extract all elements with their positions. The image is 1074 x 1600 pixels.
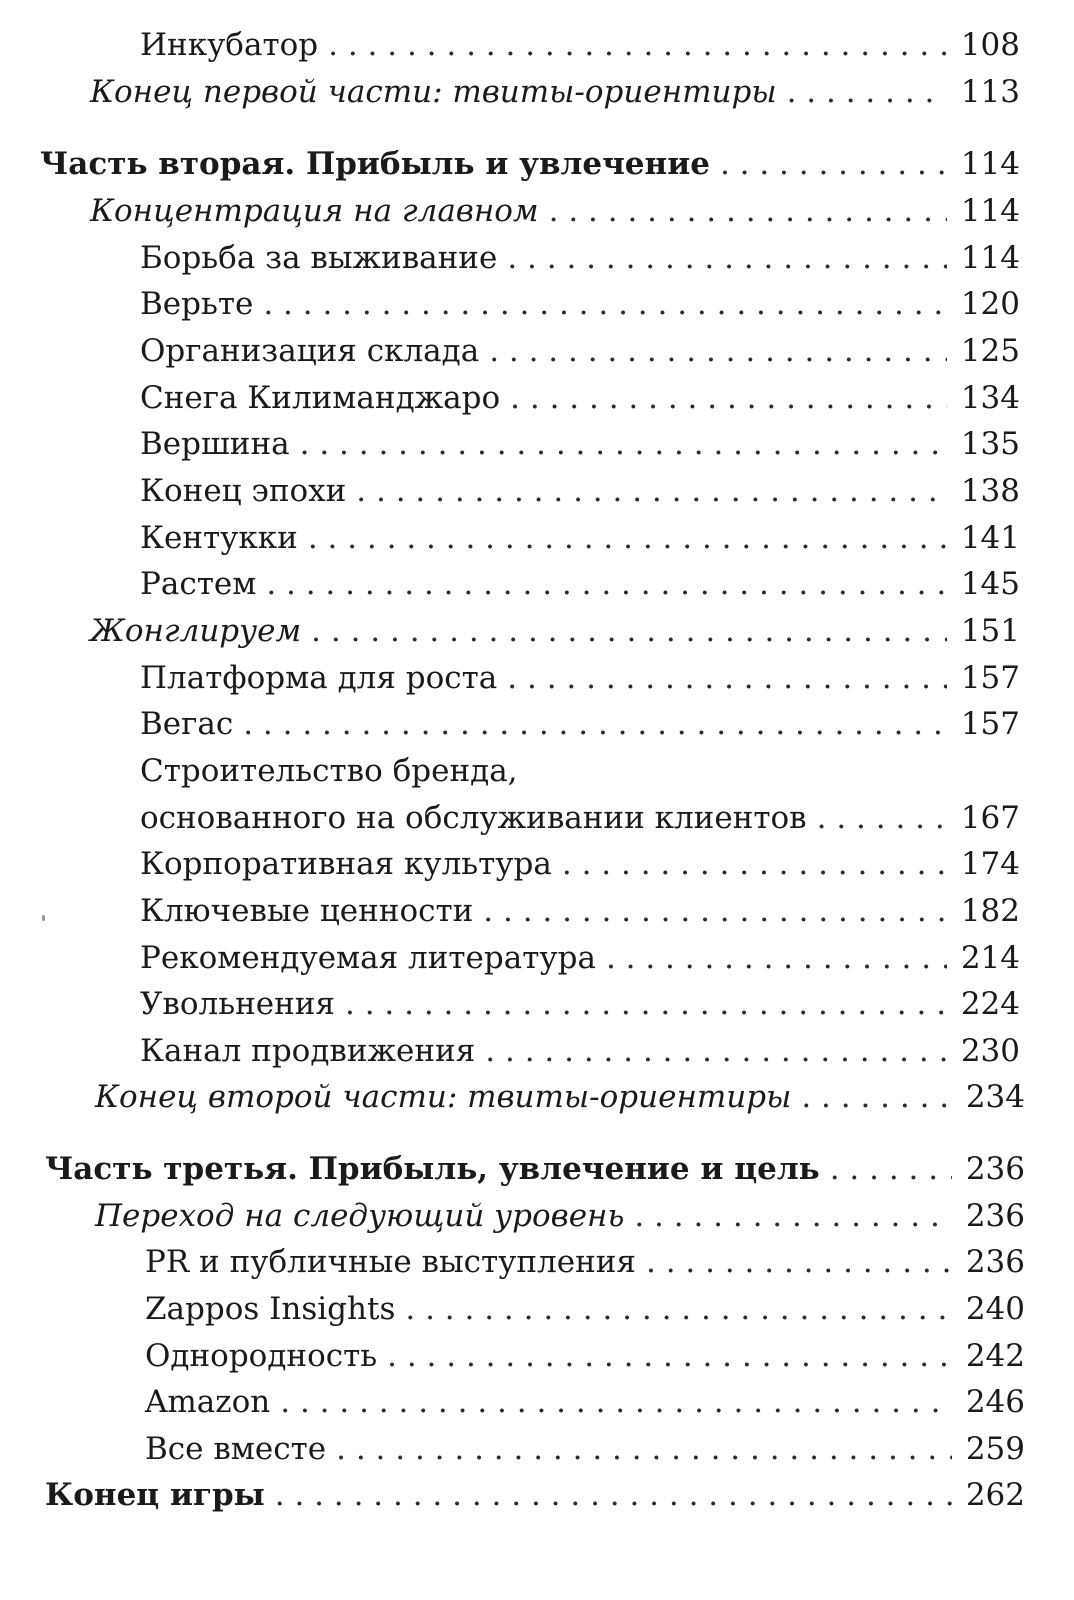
toc-entry (140, 981, 1020, 1027)
toc-entry-page: 151 (960, 613, 1020, 649)
toc-entry-page: 113 (960, 74, 1020, 110)
toc-entry (140, 22, 1020, 68)
toc-entry-title: Корпоративная культура (140, 846, 552, 882)
toc-entry-title: Снега Килиманджаро (140, 380, 501, 416)
toc-entry-title: Канал продвижения (140, 1033, 476, 1069)
toc-entry (140, 468, 1020, 514)
toc-entry-page: 242 (965, 1338, 1025, 1374)
dot-leader (830, 1146, 952, 1192)
toc-entry-title: Часть вторая. Прибыль и увлечение (40, 146, 710, 182)
toc-entry (140, 281, 1020, 327)
toc-entry-page: 114 (960, 240, 1020, 276)
toc-entry (90, 188, 1020, 234)
toc-entry (45, 1472, 1025, 1518)
dot-leader (328, 22, 947, 68)
dot-leader (817, 795, 947, 841)
toc-entry-title: PR и публичные выступления (145, 1244, 636, 1280)
dot-leader (510, 375, 947, 421)
dot-leader (266, 561, 947, 607)
toc-entry-title: Конец второй части: твиты-ориентиры (95, 1079, 792, 1115)
toc-entry-page: 157 (960, 706, 1020, 742)
toc-entry-title: основанного на обслуживании клиентов (140, 800, 807, 836)
toc-entry (95, 1074, 1025, 1120)
dot-leader (606, 935, 947, 981)
toc-entry-title: Часть третья. Прибыль, увлечение и цель (45, 1151, 820, 1187)
dot-leader (275, 1472, 952, 1518)
toc-entry-page: 236 (965, 1151, 1025, 1187)
toc-entry-title: Zappos Insights (145, 1291, 396, 1327)
toc-entry-title: Строительство бренда, (140, 753, 518, 789)
toc-entry-page: 108 (960, 27, 1020, 63)
dot-leader (356, 468, 947, 514)
toc-entry-title: Кентукки (140, 520, 298, 556)
toc-entry (140, 748, 1020, 794)
dot-leader (345, 981, 947, 1027)
toc-entry (140, 1028, 1020, 1074)
toc-entry-title: Однородность (145, 1338, 378, 1374)
toc-entry-title: Amazon (145, 1384, 271, 1420)
toc-entry-page: 236 (965, 1244, 1025, 1280)
toc-entry-title: Ключевые ценности (140, 893, 474, 929)
toc-entry-page: 157 (960, 660, 1020, 696)
dot-leader (405, 1286, 951, 1332)
toc-entry (145, 1426, 1025, 1472)
toc-entry-page: 246 (965, 1384, 1025, 1420)
toc-entry (140, 421, 1020, 467)
toc-entry (140, 328, 1020, 374)
toc-entry (140, 515, 1020, 561)
dot-leader (646, 1239, 952, 1285)
toc-entry (145, 1333, 1025, 1379)
toc-entry (95, 1193, 1025, 1239)
toc-entry (145, 1239, 1025, 1285)
dot-leader (549, 188, 947, 234)
dot-leader (634, 1193, 951, 1239)
toc-entry-page: 134 (960, 380, 1020, 416)
toc-entry-title: Вершина (140, 426, 290, 462)
toc-entry-page: 114 (960, 146, 1020, 182)
toc-entry (140, 935, 1020, 981)
toc-entry (40, 141, 1020, 187)
dot-leader (280, 1379, 952, 1425)
dot-leader (336, 1426, 952, 1472)
toc-entry-page: 120 (960, 286, 1020, 322)
dot-leader (787, 69, 947, 115)
toc-entry-page: 141 (960, 520, 1020, 556)
toc-entry-title: Вегас (140, 706, 234, 742)
toc-entry-page: 236 (965, 1198, 1025, 1234)
toc-entry-page: 135 (960, 426, 1020, 462)
paper-speck (42, 915, 45, 921)
dot-leader (507, 235, 947, 281)
toc-entry-title: Рекомендуемая литература (140, 940, 596, 976)
dot-leader (308, 515, 947, 561)
toc-entry (140, 701, 1020, 747)
toc-entry (140, 375, 1020, 421)
toc-entry-page: 145 (960, 566, 1020, 602)
toc-entry-title: Конец игры (45, 1477, 265, 1513)
toc-entry-title: Переход на следующий уровень (95, 1198, 625, 1234)
toc-entry (90, 608, 1020, 654)
toc-entry (45, 1146, 1025, 1192)
toc-entry (140, 655, 1020, 701)
toc-entry (140, 841, 1020, 887)
dot-leader (387, 1333, 952, 1379)
dot-leader (263, 281, 946, 327)
toc-entry (140, 888, 1020, 934)
dot-leader (562, 841, 947, 887)
toc-entry-page: 167 (960, 800, 1020, 836)
dot-leader (489, 328, 947, 374)
toc-entry-page: 125 (960, 333, 1020, 369)
toc-entry-title: Увольнения (140, 986, 335, 1022)
toc-entry-page: 234 (965, 1079, 1025, 1115)
toc-entry (140, 235, 1020, 281)
toc-entry-title: Платформа для роста (140, 660, 498, 696)
toc-entry-page: 224 (960, 986, 1020, 1022)
toc-entry-page: 138 (960, 473, 1020, 509)
toc-entry-title: Растем (140, 566, 257, 602)
toc-entry (145, 1286, 1025, 1332)
toc-entry-page: 262 (965, 1477, 1025, 1513)
dot-leader (300, 421, 947, 467)
toc-entry-title: Все вместе (145, 1431, 327, 1467)
toc-entry-title: Конец первой части: твиты-ориентиры (90, 74, 777, 110)
toc-entry (140, 561, 1020, 607)
toc-entry-title: Верьте (140, 286, 254, 322)
dot-leader (507, 655, 947, 701)
dot-leader (720, 141, 947, 187)
dot-leader (801, 1074, 951, 1120)
toc-entry-title: Организация склада (140, 333, 480, 369)
toc-entry (90, 69, 1020, 115)
dot-leader (243, 701, 947, 747)
toc-entry-title: Концентрация на главном (90, 193, 539, 229)
toc-entry-page: 174 (960, 846, 1020, 882)
toc-entry-title: Жонглируем (90, 613, 302, 649)
toc-entry-page: 240 (965, 1291, 1025, 1327)
dot-leader (483, 888, 947, 934)
toc-entry-page: 259 (965, 1431, 1025, 1467)
dot-leader (485, 1028, 947, 1074)
toc-entry (140, 795, 1020, 841)
toc-entry-title: Борьба за выживание (140, 240, 498, 276)
toc-entry-page: 114 (960, 193, 1020, 229)
toc-entry-page: 214 (960, 940, 1020, 976)
toc-entry-page: 230 (960, 1033, 1020, 1069)
toc-entry-page: 182 (960, 893, 1020, 929)
toc-entry-title: Инкубатор (140, 27, 319, 63)
dot-leader (311, 608, 947, 654)
toc-entry (145, 1379, 1025, 1425)
toc-entry-title: Конец эпохи (140, 473, 347, 509)
